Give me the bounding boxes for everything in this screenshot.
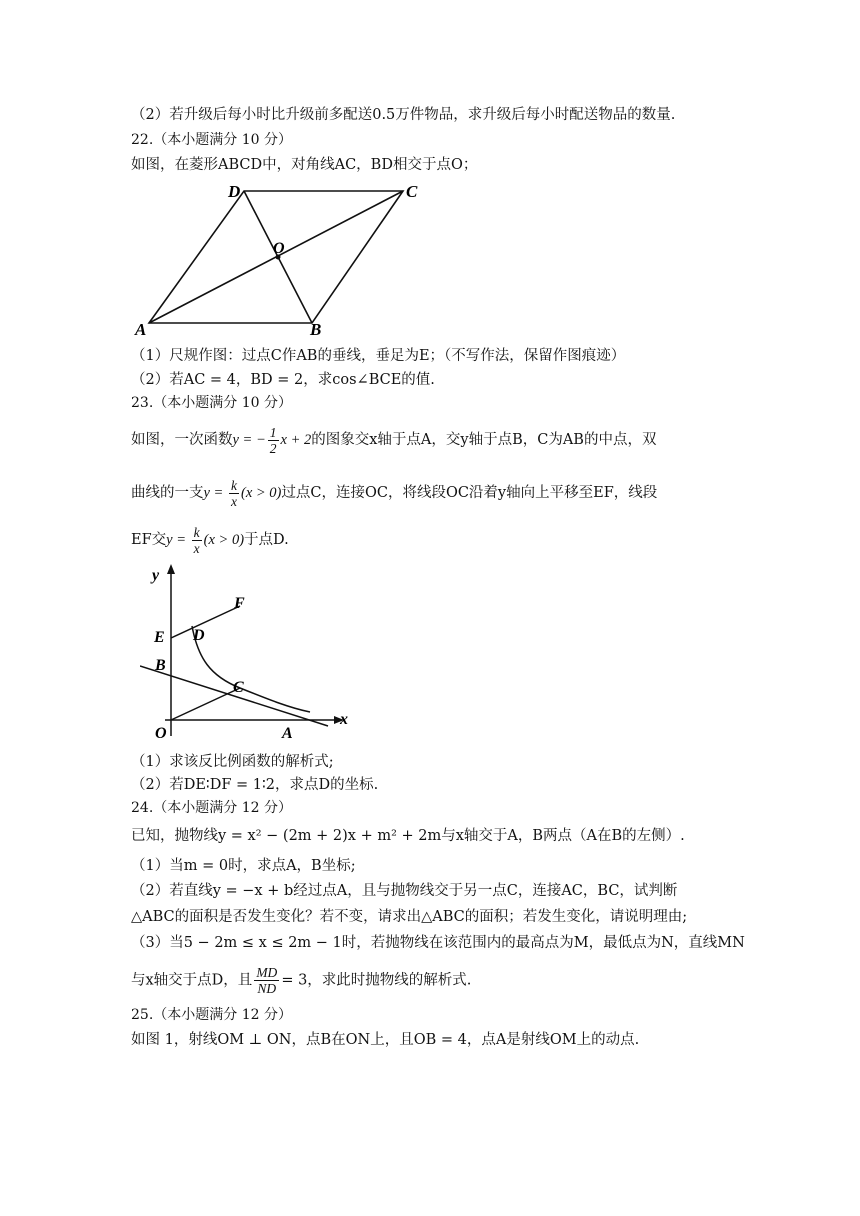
q24-part2a: （2）若直线y = −x + b经过点A，且与抛物线交于另一点C，连接AC，BC，试判断	[131, 883, 678, 899]
label-o: O	[273, 240, 285, 257]
label-a2: A	[282, 725, 293, 742]
q24-part3a: （3）当5 − 2m ≤ x ≤ 2m − 1时，若抛物线在该范围内的最高点为M，最低点为N，直线MN	[131, 935, 745, 951]
q24-part3b-a: 与x轴交于点D，且	[131, 972, 253, 989]
q23-hyperbola-eq: y = $\frac{k}{x}$ (x > 0)	[203, 478, 282, 509]
hyperbola-curve	[192, 626, 310, 712]
q24-part3b	[131, 965, 471, 996]
segment-oc	[171, 688, 240, 720]
q23-header: 23.（本小题满分 10 分）	[131, 395, 292, 411]
label-a: A	[135, 320, 147, 338]
q25-intro: 如图 1，射线OM ⊥ ON，点B在ON上，且OB = 4，点A是射线OM上的动点.	[131, 1032, 640, 1048]
q23-linear-eq: y = − $\frac{1}{2}$ x + 2	[232, 425, 312, 456]
q24-ratio-frac: $\frac{MD}{ND}$	[256, 965, 278, 996]
q23-line3	[131, 525, 289, 556]
q24-part2b: △ABC的面积是否发生变化？若不变，请求出△ABC的面积；若发生变化，请说明理由;	[131, 909, 688, 925]
label-b: B	[310, 320, 322, 338]
q22-part1: （1）尺规作图：过点C作AB的垂线，垂足为E；（不写作法，保留作图痕迹）	[131, 348, 626, 364]
label-e2: E	[154, 629, 165, 646]
label-d2: D	[193, 627, 205, 644]
label-c2: C	[233, 679, 244, 696]
q23-line2-a: 曲线的一支	[131, 484, 204, 501]
label-y: y	[152, 567, 160, 584]
q25-header: 25.（本小题满分 12 分）	[131, 1007, 292, 1023]
q23-intro-a: 如图，一次函数	[131, 431, 233, 448]
q23-hyperbola-eq-2: y = $\frac{k}{x}$ (x > 0)	[166, 525, 245, 556]
segment-ef	[171, 606, 240, 638]
q23-part1: （1）求该反比例函数的解析式;	[131, 754, 334, 770]
q23-line2-b: 过点C，连接OC，将线段OC沿着y轴向上平移至EF，线段	[281, 484, 658, 501]
label-o2: O	[155, 725, 167, 742]
q24-part1: （1）当m = 0时，求点A，B坐标;	[131, 858, 356, 874]
line-ab	[140, 666, 328, 726]
label-f2: F	[234, 595, 245, 612]
q22-part2: （2）若AC = 4，BD = 2，求cos∠BCE的值.	[131, 372, 435, 388]
q24-intro: 已知，抛物线y = x² − (2m + 2)x + m² + 2m与x轴交于A，B两点（A在B的左侧）.	[131, 828, 685, 844]
q23-line3-a: EF交	[131, 531, 167, 548]
q24-part3b-b: = 3，求此时抛物线的解析式.	[281, 972, 472, 989]
q21-part2: （2）若升级后每小时比升级前多配送0.5万件物品，求升级后每小时配送物品的数量.	[131, 107, 676, 123]
q24-header: 24.（本小题满分 12 分）	[131, 800, 292, 816]
q23-intro-b: 的图象交x轴于点A，交y轴于点B，C为AB的中点，双	[311, 431, 657, 448]
q23-line2	[131, 478, 657, 509]
q22-intro: 如图，在菱形ABCD中，对角线AC，BD相交于点O；	[131, 157, 478, 173]
q23-intro	[131, 425, 656, 456]
label-x: x	[340, 711, 348, 728]
label-d: D	[228, 182, 241, 201]
q22-header: 22.（本小题满分 10 分）	[131, 132, 292, 148]
label-b2: B	[155, 657, 166, 674]
rhombus-figure	[130, 178, 430, 338]
label-c: C	[406, 182, 418, 201]
q23-line3-b: 于点D.	[244, 531, 289, 548]
hyperbola-figure	[140, 558, 360, 743]
q23-part2: （2）若DE∶DF = 1∶2，求点D的坐标.	[131, 777, 379, 793]
